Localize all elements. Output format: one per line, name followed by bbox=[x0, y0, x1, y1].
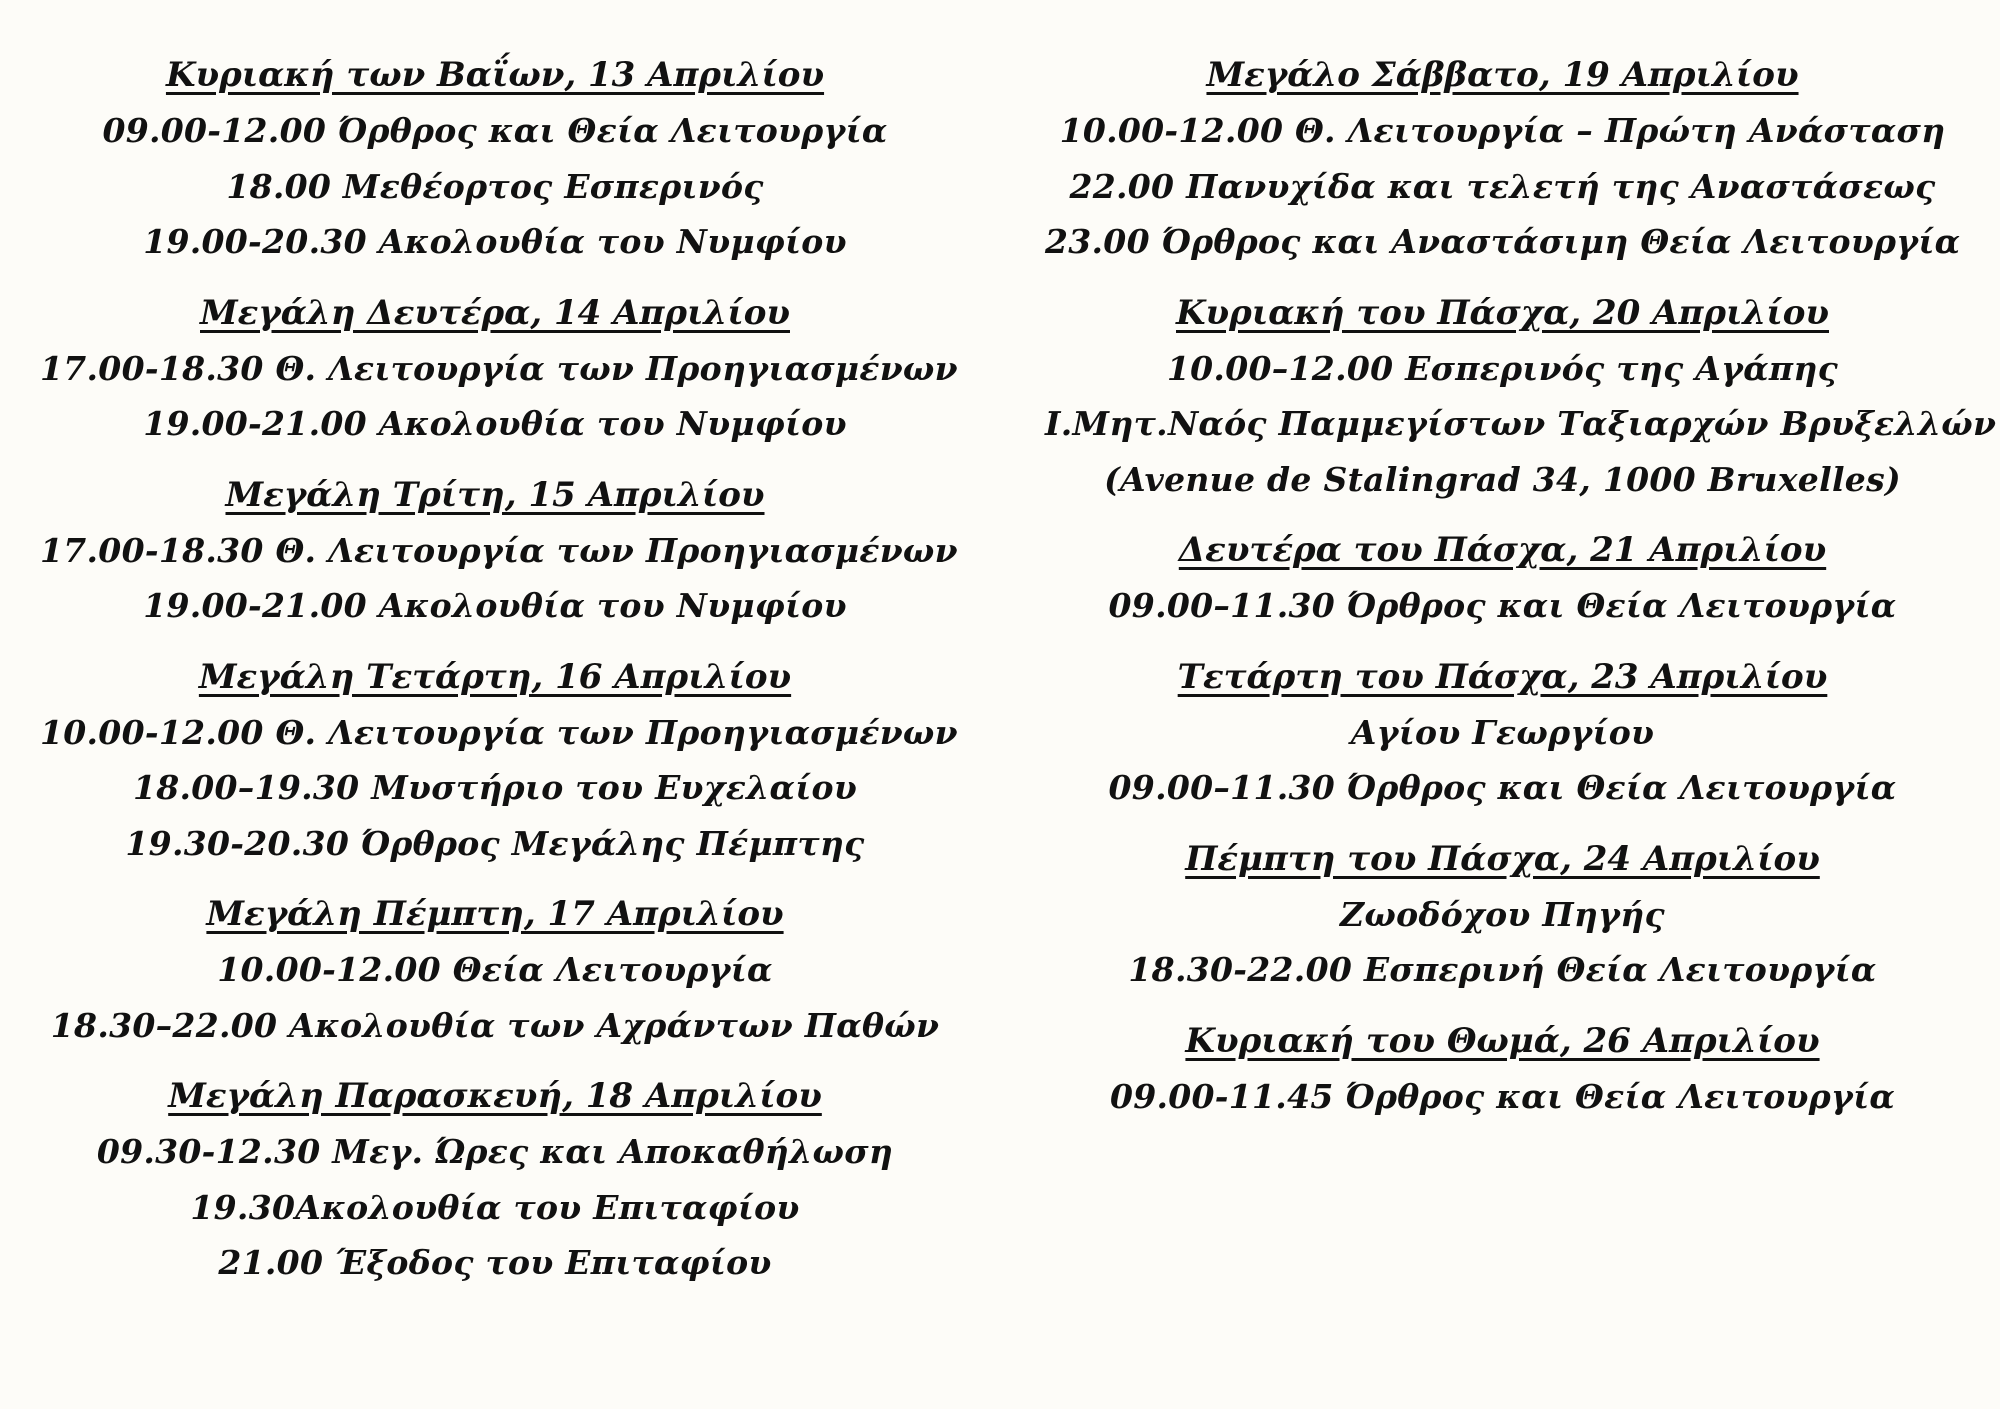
service-line: 09.00-11.45 Όρθρος και Θεία Λειτουργία bbox=[1109, 1076, 1896, 1116]
service-line: 18.30-22.00 Εσπερινή Θεία Λειτουργία bbox=[1128, 950, 1877, 989]
service-line: (Avenue de Stalingrad 34, 1000 Bruxelles) bbox=[1104, 459, 1901, 499]
service-line: 18.30–22.00 Ακολουθία των Αχράντων Παθών bbox=[50, 1005, 940, 1045]
service-line: 10.00-12.00 Θ. Λειτουργία των Προηγιασμένων bbox=[40, 712, 958, 752]
day-title: Κυριακή των Βαΐων, 13 Απριλίου bbox=[165, 55, 825, 95]
day-title: Τετάρτη του Πάσχα, 23 Απριλίου bbox=[1177, 656, 1828, 697]
service-line: 09.00–11.30 Όρθρος και Θεία Λειτουργία bbox=[1108, 586, 1897, 625]
right-column bbox=[1045, 48, 1997, 1140]
day-title: Μεγάλη Πέμπτη, 17 Απριλίου bbox=[206, 894, 784, 934]
service-line: Αγίου Γεωργίου bbox=[1350, 712, 1655, 752]
day-block bbox=[40, 468, 958, 634]
day-block bbox=[1045, 650, 1960, 816]
left-column bbox=[40, 48, 958, 1307]
day-block bbox=[40, 650, 958, 872]
day-block bbox=[1045, 1014, 1960, 1125]
service-line: 17.00-18.30 Θ. Λειτουργία των Προηγιασμένων bbox=[40, 530, 958, 570]
service-line: 09.30-12.30 Μεγ. Ώρες και Αποκαθήλωση bbox=[96, 1132, 894, 1171]
day-block bbox=[40, 887, 950, 1053]
service-line: 19.30Ακολουθία του Επιταφίου bbox=[190, 1187, 800, 1227]
service-line: 22.00 Πανυχίδα και τελετή της Αναστάσεως bbox=[1069, 166, 1936, 206]
service-line: 09.00-12.00 Όρθρος και Θεία Λειτουργία bbox=[102, 111, 888, 150]
service-line: 19.00-20.30 Ακολουθία του Νυμφίου bbox=[143, 222, 847, 261]
service-line: 10.00-12.00 Θ. Λειτουργία – Πρώτη Ανάσταση bbox=[1059, 111, 1946, 150]
service-line: 23.00 Όρθρος και Αναστάσιμη Θεία Λειτουργία bbox=[1045, 222, 1961, 261]
service-line: 19.30-20.30 Όρθρος Μεγάλης Πέμπτης bbox=[125, 823, 865, 863]
service-line: 10.00–12.00 Εσπερινός της Αγάπης bbox=[1166, 348, 1839, 388]
day-title: Μεγάλη Τρίτη, 15 Απριλίου bbox=[225, 474, 765, 515]
day-block bbox=[40, 1069, 950, 1291]
service-line: Ζωοδόχου Πηγής bbox=[1340, 894, 1665, 934]
day-title: Μεγάλη Τετάρτη, 16 Απριλίου bbox=[198, 656, 792, 697]
day-block bbox=[40, 286, 958, 452]
service-line: 10.00-12.00 Θεία Λειτουργία bbox=[217, 950, 773, 989]
day-title: Μεγάλη Παρασκευή, 18 Απριλίου bbox=[168, 1076, 822, 1116]
day-block bbox=[1045, 286, 1997, 508]
day-block bbox=[1045, 832, 1960, 998]
day-title: Κυριακή του Θωμά, 26 Απριλίου bbox=[1185, 1020, 1820, 1061]
service-line: 09.00–11.30 Όρθρος και Θεία Λειτουργία bbox=[1108, 768, 1897, 807]
day-title: Μεγάλη Δευτέρα, 14 Απριλίου bbox=[200, 292, 790, 333]
day-title: Πέμπτη του Πάσχα, 24 Απριλίου bbox=[1185, 838, 1820, 879]
service-line: Ι.Μητ.Ναός Παμμεγίστων Ταξιαρχών Βρυξελλών bbox=[1045, 404, 1997, 443]
day-title: Μεγάλο Σάββατο, 19 Απριλίου bbox=[1206, 55, 1799, 95]
service-line: 17.00-18.30 Θ. Λειτουργία των Προηγιασμένων bbox=[40, 348, 958, 388]
day-block bbox=[40, 48, 950, 270]
day-title: Δευτέρα του Πάσχα, 21 Απριλίου bbox=[1178, 530, 1827, 570]
service-line: 18.00–19.30 Μυστήριο του Ευχελαίου bbox=[132, 768, 858, 807]
day-block bbox=[1045, 48, 1960, 270]
service-line: 18.00 Μεθέορτος Εσπερινός bbox=[226, 166, 764, 206]
day-title: Κυριακή του Πάσχα, 20 Απριλίου bbox=[1176, 292, 1829, 333]
service-line: 21.00 Έξοδος του Επιταφίου bbox=[218, 1243, 772, 1282]
service-line: 19.00-21.00 Ακολουθία του Νυμφίου bbox=[143, 586, 847, 625]
service-line: 19.00-21.00 Ακολουθία του Νυμφίου bbox=[143, 404, 847, 443]
day-block bbox=[1045, 523, 1960, 634]
